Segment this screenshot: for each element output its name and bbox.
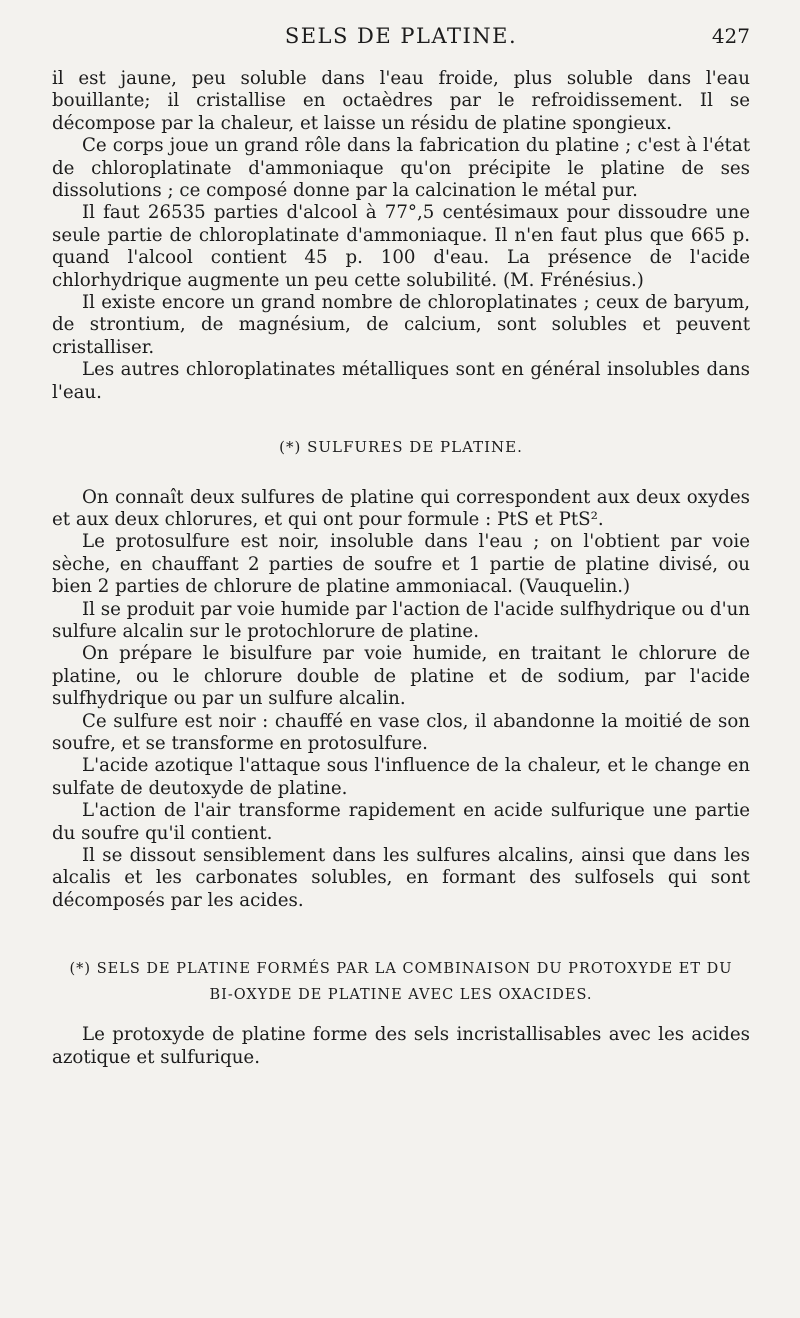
paragraph: Le protosulfure est noir, insoluble dans l'eau ; on l'obtient par voie sèche, en chauffant 2 parties de soufre et 1 partie de platine divisé, ou bien 2 parties de chlorure de platine ammoniacal. (Vauquelin.) bbox=[52, 531, 750, 598]
paragraph: il est jaune, peu soluble dans l'eau froide, plus soluble dans l'eau bouillante; il cristallise en octaèdres par le refroidissement. Il se décompose par la chaleur, et laisse un résidu de platine spongieux. bbox=[52, 68, 750, 134]
section-title-sulfures: (*) SULFURES DE PLATINE. bbox=[279, 438, 523, 457]
paragraph: Il existe encore un grand nombre de chloroplatinates ; ceux de baryum, de strontium, de magnésium, de calcium, sont solubles et peuvent cristalliser. bbox=[52, 292, 750, 358]
paragraph: L'acide azotique l'attaque sous l'influence de la chaleur, et le change en sulfate de deutoxyde de platine. bbox=[52, 755, 750, 799]
paragraph: Il se produit par voie humide par l'action de l'acide sulfhydrique ou d'un sulfure alcalin sur le protochlorure de platine. bbox=[52, 598, 750, 642]
paragraph: Il faut 26535 parties d'alcool à 77°,5 centésimaux pour dissoudre une seule partie de chloroplatinate d'ammoniaque. Il n'en faut plus que 665 p. quand l'alcool contient 45 p. 100 d'eau. La présence de l'acide chlorhydrique augmente un peu cette solubilité. (M. Frénésius.) bbox=[52, 202, 750, 291]
section-title-line: (*) SELS DE PLATINE FORMÉS PAR LA COMBINAISON DU PROTOXYDE ET DU bbox=[69, 961, 733, 978]
paragraph: On prépare le bisulfure par voie humide, en traitant le chlorure de platine, ou le chlorure double de platine et de sodium, par l'acide sulfhydrique ou par un sulfure alcalin. bbox=[52, 643, 750, 710]
running-header bbox=[52, 0, 750, 68]
paragraph: Ce sulfure est noir : chauffé en vase clos, il abandonne la moitié de son soufre, et se transforme en protosulfure. bbox=[52, 710, 750, 754]
paragraph: Il se dissout sensiblement dans les sulfures alcalins, ainsi que dans les alcalis et les carbonates solubles, en formant des sulfosels qui sont décomposés par les acides. bbox=[52, 845, 750, 911]
running-title: SELS DE PLATINE. bbox=[284, 24, 518, 48]
paragraph: L'action de l'air transforme rapidement en acide sulfurique une partie du soufre qu'il contient. bbox=[52, 800, 750, 844]
section-title-line: BI-OXYDE DE PLATINE AVEC LES OXACIDES. bbox=[209, 987, 593, 1004]
paragraph: Le protoxyde de platine forme des sels incristallisables avec les acides azotique et sulfurique. bbox=[52, 1024, 750, 1068]
body-text bbox=[52, 68, 750, 1069]
paragraph: On connaît deux sulfures de platine qui correspondent aux deux oxydes et aux deux chlorures, et qui ont pour formule : PtS et PtS². bbox=[52, 486, 750, 530]
page-number: 427 bbox=[711, 24, 750, 48]
paragraph: Ce corps joue un grand rôle dans la fabrication du platine ; c'est à l'état de chloroplatinate d'ammoniaque qu'on précipite le platine de ses dissolutions ; ce composé donne par la calcination le métal pur. bbox=[52, 135, 750, 202]
section-title-sels bbox=[52, 956, 750, 1008]
paragraph: Les autres chloroplatinates métalliques sont en général insolubles dans l'eau. bbox=[52, 359, 750, 403]
